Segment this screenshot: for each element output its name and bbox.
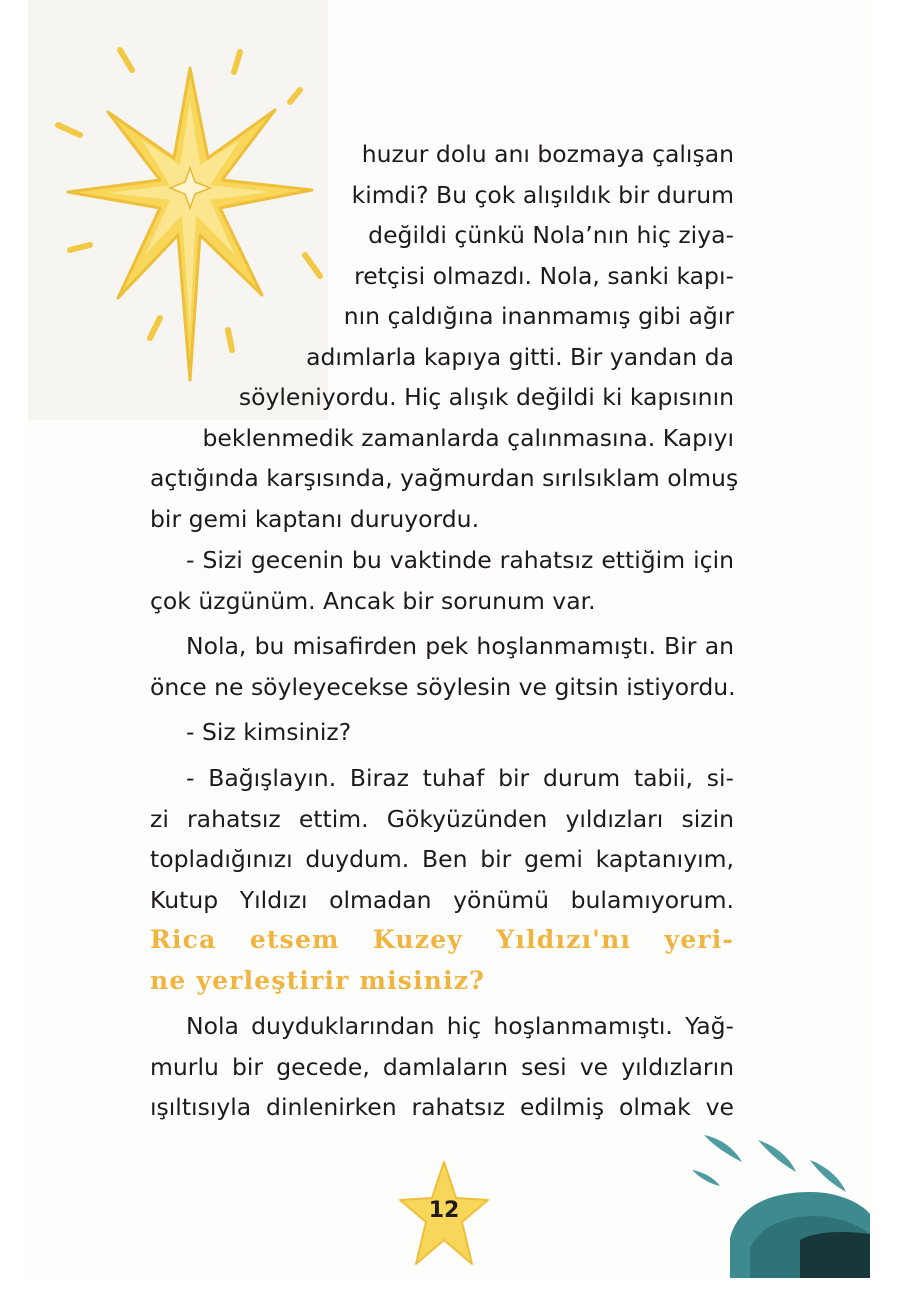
- text-line: söyleniyordu. Hiç alışık değildi ki kapısının: [238, 383, 734, 411]
- text-line: açtığında karşısında, yağmurdan sırılsıklam olmuş: [150, 464, 739, 492]
- intro-paragraph: [150, 134, 739, 539]
- text-line: nın çaldığına inanmamış gibi ağır: [343, 302, 734, 330]
- narration-paragraph-2: [150, 1006, 734, 1128]
- dialogue-question: [186, 712, 734, 753]
- text-line: murlu bir gecede, damlaların sesi ve yıldızların: [150, 1052, 734, 1081]
- text-line: - Bağışlayın. Biraz tuhaf bir durum tabii, si-: [186, 764, 734, 792]
- text-line: retçisi olmazdı. Nola, sanki kapı-: [354, 261, 734, 290]
- text-line: Kutup Yıldızı olmadan yönümü bulamıyorum.: [150, 885, 734, 914]
- text-line: - Siz kimsiniz?: [186, 718, 352, 746]
- text-line: çok üzgünüm. Ancak bir sorunum var.: [150, 586, 596, 615]
- highlight-line: ne yerleştirir misiniz?: [150, 965, 486, 995]
- text-line: - Sizi gecenin bu vaktinde rahatsız ettiğim için: [186, 546, 734, 574]
- highlight-line: Rica etsem Kuzey Yıldızı'nı yeri-: [150, 925, 734, 954]
- text-line: bir gemi kaptanı duruyordu.: [150, 504, 480, 533]
- highlighted-request: [150, 920, 734, 1001]
- text-line: Nola duyduklarından hiç hoşlanmamıştı. Yağ-: [186, 1012, 734, 1040]
- text-line: zi rahatsız ettim. Gökyüzünden yıldızları sizin: [150, 804, 734, 833]
- wave-illustration: [690, 1130, 870, 1278]
- text-line: topladığınızı duydum. Ben bir gemi kaptanıyım,: [150, 845, 734, 873]
- text-line: ışıltısıyla dinlenirken rahatsız edilmiş olmak ve: [150, 1093, 734, 1121]
- text-line: değildi çünkü Nola’nın hiç ziya-: [368, 221, 734, 249]
- text-line: Nola, bu misafirden pek hoşlanmamıştı. Bir an: [186, 632, 734, 660]
- dialogue-captain: [150, 758, 734, 920]
- text-line: adımlarla kapıya gitti. Bir yandan da: [306, 342, 734, 371]
- dialogue-apology: [150, 540, 734, 621]
- text-line: beklenmedik zamanlarda çalınmasına. Kapıyı: [202, 423, 734, 452]
- page-number: 12: [428, 1198, 460, 1223]
- text-line: kimdi? Bu çok alışıldık bir durum: [351, 180, 734, 209]
- narration-paragraph-1: [150, 626, 734, 707]
- text-line: huzur dolu anı bozmaya çalışan: [361, 140, 734, 168]
- text-line: önce ne söyleyecekse söylesin ve gitsin istiyordu.: [150, 672, 736, 701]
